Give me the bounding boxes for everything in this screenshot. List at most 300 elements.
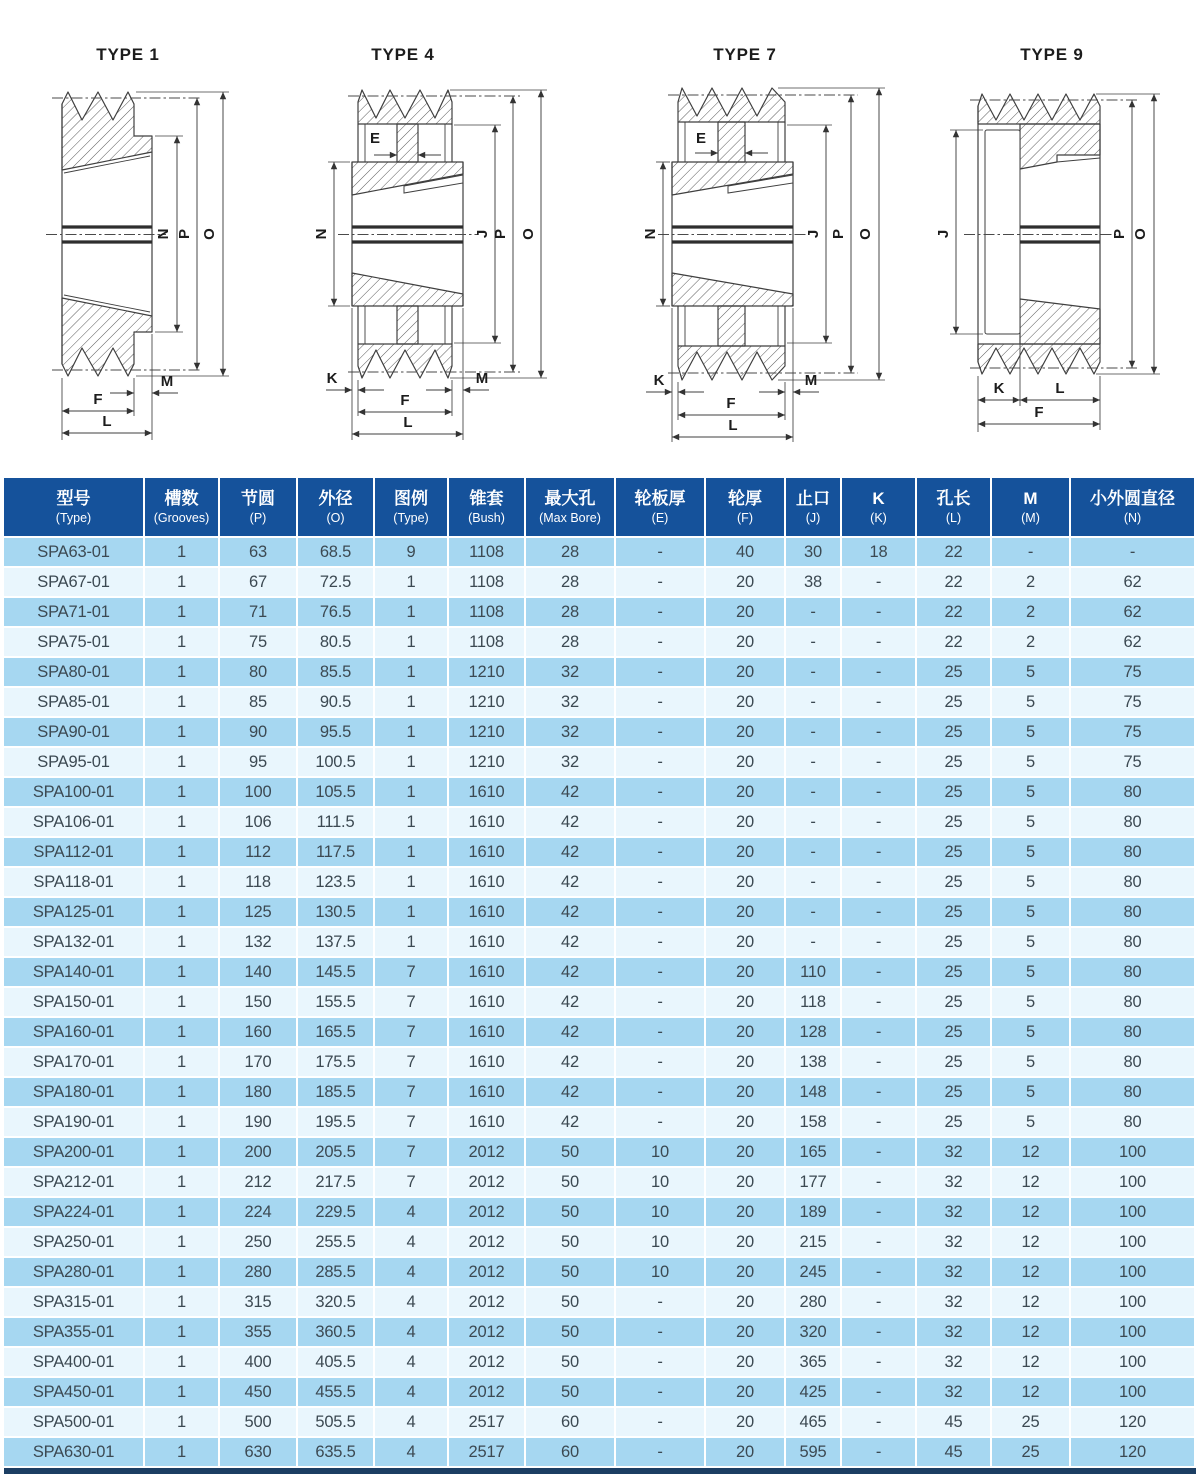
cell: 25	[916, 1107, 991, 1137]
cell: SPA150-01	[4, 987, 144, 1017]
cell: 110	[785, 957, 841, 987]
cell: SPA190-01	[4, 1107, 144, 1137]
cell: -	[615, 837, 705, 867]
cell: 132	[219, 927, 297, 957]
cell: 20	[705, 1377, 785, 1407]
cell: 62	[1070, 627, 1194, 657]
cell: 32	[525, 747, 615, 777]
dim-label-k: K	[993, 380, 1005, 397]
cell: 4	[374, 1347, 448, 1377]
dim-label-k: K	[653, 372, 665, 389]
cell: 10	[615, 1227, 705, 1257]
cell: -	[841, 987, 916, 1017]
cell: 12	[991, 1137, 1070, 1167]
cell: 1210	[448, 687, 525, 717]
cell: 20	[705, 1317, 785, 1347]
cell: SPA67-01	[4, 567, 144, 597]
cell: 1	[374, 717, 448, 747]
cell: SPA132-01	[4, 927, 144, 957]
table-row	[4, 1317, 1194, 1347]
cell: 72.5	[297, 567, 374, 597]
table-row	[4, 597, 1194, 627]
cell: -	[841, 567, 916, 597]
cell: 20	[705, 927, 785, 957]
cell: SPA500-01	[4, 1407, 144, 1437]
cell: 32	[525, 717, 615, 747]
cell: 465	[785, 1407, 841, 1437]
cell: SPA280-01	[4, 1257, 144, 1287]
table-row	[4, 1047, 1194, 1077]
table-row	[4, 1137, 1194, 1167]
pulley-diagram-type9	[900, 12, 1200, 472]
cell: -	[615, 747, 705, 777]
cell: 20	[705, 1137, 785, 1167]
cell: 250	[219, 1227, 297, 1257]
cell: 320	[785, 1317, 841, 1347]
cell: 1	[144, 1167, 219, 1197]
cell: 2012	[448, 1197, 525, 1227]
cell: 1	[144, 1227, 219, 1257]
dim-label-o: O	[857, 228, 874, 240]
cell: 360.5	[297, 1317, 374, 1347]
cell: 224	[219, 1197, 297, 1227]
cell: 425	[785, 1377, 841, 1407]
cell: 5	[991, 867, 1070, 897]
cell: 25	[991, 1407, 1070, 1437]
footer-bar	[4, 1468, 1196, 1474]
cell: 12	[991, 1257, 1070, 1287]
cell: -	[841, 1347, 916, 1377]
col-header-10: K (K)	[841, 478, 916, 537]
cell: 22	[916, 537, 991, 567]
cell: 62	[1070, 567, 1194, 597]
cell: 1610	[448, 927, 525, 957]
cell: 32	[916, 1287, 991, 1317]
cell: 5	[991, 687, 1070, 717]
dim-label-o: O	[1132, 228, 1149, 240]
cell: 100	[1070, 1347, 1194, 1377]
cell: 67	[219, 567, 297, 597]
cell: SPA224-01	[4, 1197, 144, 1227]
cell: 22	[916, 627, 991, 657]
cell: SPA315-01	[4, 1287, 144, 1317]
cell: 50	[525, 1257, 615, 1287]
cell: 229.5	[297, 1197, 374, 1227]
cell: 32	[916, 1317, 991, 1347]
cell: 25	[916, 1077, 991, 1107]
table-row	[4, 567, 1194, 597]
diagram-title: TYPE 9	[1020, 45, 1084, 64]
dim-label-p: P	[1111, 228, 1128, 240]
table-row	[4, 1257, 1194, 1287]
cell: 212	[219, 1167, 297, 1197]
cell: -	[615, 1317, 705, 1347]
cell: 1	[144, 1197, 219, 1227]
cell: 2012	[448, 1167, 525, 1197]
cell: 2012	[448, 1347, 525, 1377]
cell: 1	[144, 1017, 219, 1047]
table-row	[4, 1227, 1194, 1257]
cell: 20	[705, 1347, 785, 1377]
cell: SPA106-01	[4, 807, 144, 837]
table-row	[4, 627, 1194, 657]
cell: 7	[374, 1137, 448, 1167]
cell: 155.5	[297, 987, 374, 1017]
cell: 18	[841, 537, 916, 567]
cell: 42	[525, 777, 615, 807]
cell: 12	[991, 1377, 1070, 1407]
table-body	[4, 537, 1194, 1467]
cell: 280	[785, 1287, 841, 1317]
cell: 20	[705, 1227, 785, 1257]
cell: 217.5	[297, 1167, 374, 1197]
cell: -	[615, 807, 705, 837]
dim-label-l: L	[728, 417, 738, 434]
cell: 80	[1070, 1017, 1194, 1047]
table-row	[4, 1347, 1194, 1377]
dim-label-f: F	[1034, 404, 1044, 421]
cell: 20	[705, 1287, 785, 1317]
dim-label-n: N	[313, 228, 330, 240]
cell: 75	[219, 627, 297, 657]
cell: 5	[991, 717, 1070, 747]
dim-label-n: N	[642, 228, 659, 240]
cell: SPA450-01	[4, 1377, 144, 1407]
cell: 62	[1070, 597, 1194, 627]
cell: 405.5	[297, 1347, 374, 1377]
cell: 25	[916, 897, 991, 927]
cell: -	[615, 1407, 705, 1437]
dim-label-m: M	[804, 372, 818, 389]
cell: 4	[374, 1257, 448, 1287]
cell: -	[615, 957, 705, 987]
cell: 5	[991, 807, 1070, 837]
cell: -	[615, 687, 705, 717]
cell: 50	[525, 1197, 615, 1227]
cell: 32	[916, 1137, 991, 1167]
cell: 20	[705, 1257, 785, 1287]
cell: 5	[991, 1047, 1070, 1077]
cell: 205.5	[297, 1137, 374, 1167]
cell: -	[785, 897, 841, 927]
cell: 1610	[448, 777, 525, 807]
cell: 100	[1070, 1377, 1194, 1407]
dim-label-f: F	[93, 391, 103, 408]
dimension-lines	[313, 90, 547, 440]
cell: 38	[785, 567, 841, 597]
cell: 20	[705, 657, 785, 687]
cell: 1	[144, 807, 219, 837]
cell: -	[1070, 537, 1194, 567]
cell: -	[615, 567, 705, 597]
dim-label-l: L	[403, 414, 413, 431]
cell: 25	[916, 837, 991, 867]
cell: 80	[1070, 987, 1194, 1017]
cell: 120	[1070, 1407, 1194, 1437]
cell: -	[841, 807, 916, 837]
cell: 95.5	[297, 717, 374, 747]
cell: 12	[991, 1167, 1070, 1197]
cell: 189	[785, 1197, 841, 1227]
col-header-0: 型号 (Type)	[4, 478, 144, 537]
dim-label-o: O	[201, 228, 218, 240]
cell: SPA200-01	[4, 1137, 144, 1167]
cell: 60	[525, 1407, 615, 1437]
cell: 20	[705, 867, 785, 897]
cell: 20	[705, 1407, 785, 1437]
col-header-7: 轮板厚 (E)	[615, 478, 705, 537]
cell: 2	[991, 597, 1070, 627]
diagram-title: TYPE 7	[713, 45, 777, 64]
cell: 635.5	[297, 1437, 374, 1467]
cell: 85.5	[297, 657, 374, 687]
cell: 1	[374, 807, 448, 837]
cell: 80	[1070, 1077, 1194, 1107]
cell: 2012	[448, 1257, 525, 1287]
cell: 1	[144, 957, 219, 987]
cell: 1108	[448, 627, 525, 657]
cell: 20	[705, 1017, 785, 1047]
cell: -	[615, 1077, 705, 1107]
cell: 123.5	[297, 867, 374, 897]
cell: -	[615, 987, 705, 1017]
cell: 100	[1070, 1167, 1194, 1197]
cell: 5	[991, 987, 1070, 1017]
cell: 80	[1070, 957, 1194, 987]
cell: -	[615, 897, 705, 927]
cell: 1	[144, 1137, 219, 1167]
dim-label-m: M	[160, 373, 174, 390]
cell: 185.5	[297, 1077, 374, 1107]
cell: 1610	[448, 987, 525, 1017]
cell: 1	[144, 777, 219, 807]
cell: SPA85-01	[4, 687, 144, 717]
cell: -	[841, 837, 916, 867]
table-row	[4, 1287, 1194, 1317]
cell: 32	[916, 1347, 991, 1377]
cell: SPA63-01	[4, 537, 144, 567]
cell: -	[841, 1227, 916, 1257]
cell: 32	[916, 1197, 991, 1227]
cell: 28	[525, 597, 615, 627]
dim-label-l: L	[102, 413, 112, 430]
cell: -	[615, 627, 705, 657]
diagram-title: TYPE 1	[96, 45, 160, 64]
col-header-6: 最大孔 (Max Bore)	[525, 478, 615, 537]
cell: 5	[991, 777, 1070, 807]
cell: 1610	[448, 957, 525, 987]
col-header-11: 孔长 (L)	[916, 478, 991, 537]
cell: 355	[219, 1317, 297, 1347]
cell: 1610	[448, 867, 525, 897]
cell: 1610	[448, 837, 525, 867]
cell: 500	[219, 1407, 297, 1437]
cell: 50	[525, 1347, 615, 1377]
cell: 5	[991, 897, 1070, 927]
cell: 630	[219, 1437, 297, 1467]
col-header-9: 止口 (J)	[785, 478, 841, 537]
cell: 5	[991, 957, 1070, 987]
cell: -	[615, 927, 705, 957]
cell: 42	[525, 1107, 615, 1137]
table-row	[4, 897, 1194, 927]
table-header-row	[4, 478, 1194, 537]
dim-label-j: J	[805, 229, 822, 239]
cell: -	[615, 1017, 705, 1047]
cell: 42	[525, 1077, 615, 1107]
pulley-diagram-type7	[600, 12, 900, 472]
cell: 1	[144, 1287, 219, 1317]
diagram-title: TYPE 4	[371, 45, 435, 64]
cell: 25	[916, 807, 991, 837]
cell: -	[841, 897, 916, 927]
cell: 20	[705, 717, 785, 747]
col-header-2: 节圆 (P)	[219, 478, 297, 537]
cell: SPA112-01	[4, 837, 144, 867]
dim-label-o: O	[520, 228, 537, 240]
cell: 1	[374, 627, 448, 657]
cell: 95	[219, 747, 297, 777]
cell: 60	[525, 1437, 615, 1467]
cell: 5	[991, 1017, 1070, 1047]
cell: -	[841, 657, 916, 687]
cell: 1	[144, 1437, 219, 1467]
table-row	[4, 1017, 1194, 1047]
cell: 28	[525, 537, 615, 567]
cell: 32	[916, 1227, 991, 1257]
cell: 50	[525, 1167, 615, 1197]
cell: 42	[525, 1047, 615, 1077]
cell: 5	[991, 657, 1070, 687]
cell: -	[615, 777, 705, 807]
cell: 117.5	[297, 837, 374, 867]
cell: SPA400-01	[4, 1347, 144, 1377]
cell: 4	[374, 1377, 448, 1407]
cell: 100	[1070, 1197, 1194, 1227]
cell: 10	[615, 1137, 705, 1167]
col-header-5: 锥套 (Bush)	[448, 478, 525, 537]
cell: 20	[705, 807, 785, 837]
cell: 76.5	[297, 597, 374, 627]
cell: 7	[374, 1167, 448, 1197]
cell: -	[841, 1107, 916, 1137]
cell: 118	[219, 867, 297, 897]
cell: -	[841, 717, 916, 747]
cell: 9	[374, 537, 448, 567]
cell: 100	[1070, 1227, 1194, 1257]
dim-label-p: P	[176, 228, 193, 240]
cell: 1	[144, 687, 219, 717]
cell: 25	[916, 867, 991, 897]
cell: 50	[525, 1317, 615, 1347]
cell: 365	[785, 1347, 841, 1377]
cell: 105.5	[297, 777, 374, 807]
cell: 80.5	[297, 627, 374, 657]
cell: 1210	[448, 717, 525, 747]
cell: 25	[916, 987, 991, 1017]
cell: 165.5	[297, 1017, 374, 1047]
dim-label-e: E	[369, 130, 381, 147]
cell: -	[841, 1167, 916, 1197]
cell: -	[785, 867, 841, 897]
cell: 285.5	[297, 1257, 374, 1287]
dim-label-l: L	[1055, 380, 1065, 397]
cell: 4	[374, 1227, 448, 1257]
cell: -	[615, 1377, 705, 1407]
dim-label-k: K	[326, 370, 338, 387]
table-row	[4, 1407, 1194, 1437]
cell: -	[785, 837, 841, 867]
table-row	[4, 1437, 1194, 1467]
cell: 315	[219, 1287, 297, 1317]
cell: SPA75-01	[4, 627, 144, 657]
cell: 12	[991, 1197, 1070, 1227]
cell: 85	[219, 687, 297, 717]
cell: 2	[991, 627, 1070, 657]
cell: 1	[374, 897, 448, 927]
cell: 32	[916, 1167, 991, 1197]
cell: -	[841, 1317, 916, 1347]
cell: SPA140-01	[4, 957, 144, 987]
dim-label-m: M	[475, 370, 489, 387]
cell: 1	[374, 747, 448, 777]
cell: 111.5	[297, 807, 374, 837]
cell: -	[841, 777, 916, 807]
cell: -	[785, 747, 841, 777]
dim-label-j: J	[474, 229, 491, 239]
cell: 130.5	[297, 897, 374, 927]
cell: 1	[144, 1317, 219, 1347]
cell: -	[785, 717, 841, 747]
table-row	[4, 777, 1194, 807]
table-row	[4, 837, 1194, 867]
cell: 75	[1070, 717, 1194, 747]
cell: 1610	[448, 1047, 525, 1077]
cell: 1	[144, 1347, 219, 1377]
col-header-12: M (M)	[991, 478, 1070, 537]
cell: 1	[144, 1047, 219, 1077]
cell: 42	[525, 987, 615, 1017]
cell: 2012	[448, 1287, 525, 1317]
cell: -	[785, 777, 841, 807]
cell: 1210	[448, 747, 525, 777]
cell: 1610	[448, 807, 525, 837]
cell: 1	[144, 597, 219, 627]
table-row	[4, 747, 1194, 777]
cell: 80	[1070, 1047, 1194, 1077]
cell: 7	[374, 1107, 448, 1137]
cell: 20	[705, 1197, 785, 1227]
cell: 175.5	[297, 1047, 374, 1077]
cell: 42	[525, 957, 615, 987]
cell: 118	[785, 987, 841, 1017]
cell: 2517	[448, 1437, 525, 1467]
cell: 320.5	[297, 1287, 374, 1317]
col-header-4: 图例 (Type)	[374, 478, 448, 537]
cell: 42	[525, 867, 615, 897]
cell: 4	[374, 1317, 448, 1347]
cell: 1	[144, 1077, 219, 1107]
cell: 170	[219, 1047, 297, 1077]
cell: 20	[705, 897, 785, 927]
cell: 1210	[448, 657, 525, 687]
cell: 20	[705, 1167, 785, 1197]
cell: -	[841, 1017, 916, 1047]
cell: 25	[916, 777, 991, 807]
cell: 138	[785, 1047, 841, 1077]
cell: 1	[144, 1377, 219, 1407]
cell: 1610	[448, 1077, 525, 1107]
